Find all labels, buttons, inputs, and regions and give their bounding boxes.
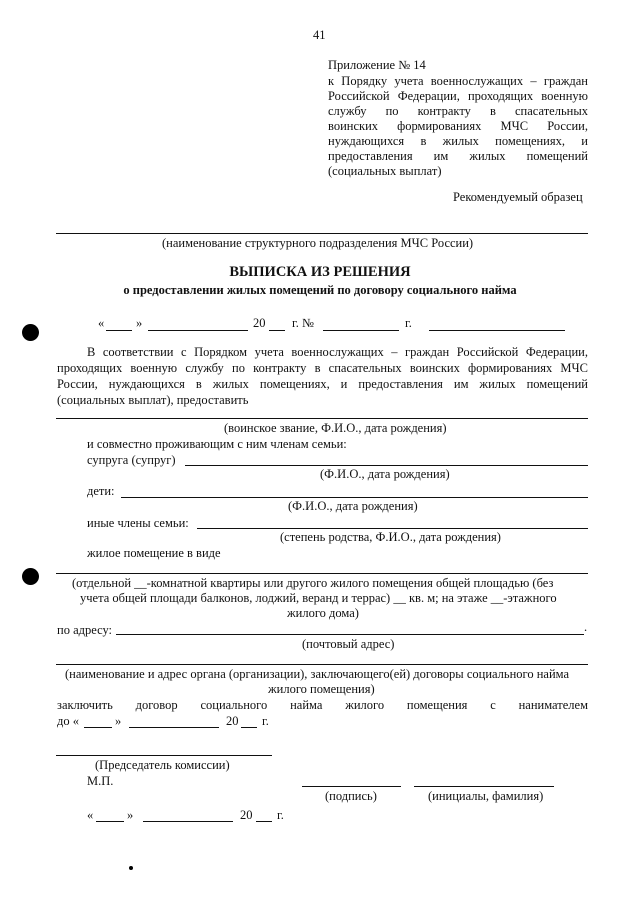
date-year-line bbox=[269, 330, 285, 331]
contract-line: заключить договор социального найма жилого помещения с нанимателем bbox=[57, 698, 588, 712]
subdivision-caption: (наименование структурного подразделения МЧС России) bbox=[162, 236, 474, 250]
appendix-line: (социальных выплат) bbox=[328, 164, 442, 178]
paragraph-line: В соответствии с Порядком учета военнослужащих – граждан Российской Федерации, bbox=[87, 345, 588, 359]
punch-hole bbox=[22, 568, 39, 585]
initials-line bbox=[414, 786, 554, 787]
family-intro: и совместно проживающим с ним членам семьи: bbox=[87, 437, 347, 451]
housing-label: жилое помещение в виде bbox=[87, 546, 221, 560]
date-quote-open: « bbox=[98, 316, 105, 330]
date-year: 20 bbox=[253, 316, 266, 330]
date-day-line bbox=[106, 330, 132, 331]
appendix-line: нуждающихся в жилых помещениях, и bbox=[328, 134, 588, 148]
bottom-date-year-line bbox=[256, 821, 272, 822]
chairman-line bbox=[56, 755, 272, 756]
signature-caption: (подпись) bbox=[325, 789, 377, 803]
place-line bbox=[429, 330, 565, 331]
children-label: дети: bbox=[87, 484, 115, 498]
date-month-line bbox=[148, 330, 248, 331]
spouse-caption: (Ф.И.О., дата рождения) bbox=[320, 467, 450, 481]
appendix-line: к Порядку учета военнослужащих – граждан bbox=[328, 74, 588, 88]
bottom-date-day-line bbox=[96, 821, 124, 822]
punch-hole bbox=[22, 324, 39, 341]
spouse-label: супруга (супруг) bbox=[87, 453, 176, 467]
until-year-line bbox=[241, 727, 257, 728]
paragraph-line: (социальных выплат), предоставить bbox=[57, 393, 249, 407]
document-title: ВЫПИСКА ИЗ РЕШЕНИЯ bbox=[229, 264, 411, 280]
address-caption: (почтовый адрес) bbox=[302, 637, 395, 651]
decision-number-line bbox=[323, 330, 399, 331]
until-g: г. bbox=[262, 714, 269, 728]
organization-caption: жилого помещения) bbox=[268, 682, 375, 696]
appendix-title: Приложение № 14 bbox=[328, 58, 426, 72]
others-caption: (степень родства, Ф.И.О., дата рождения) bbox=[280, 530, 501, 544]
appendix-line: воинских формированиях МЧС России, bbox=[328, 119, 588, 133]
subdivision-line bbox=[56, 233, 588, 234]
rank-caption: (воинское звание, Ф.И.О., дата рождения) bbox=[224, 421, 447, 435]
children-line bbox=[121, 497, 588, 498]
chairman-caption: (Председатель комиссии) bbox=[95, 758, 230, 772]
housing-line bbox=[56, 573, 588, 574]
until-day-line bbox=[84, 727, 112, 728]
until-month-line bbox=[129, 727, 219, 728]
rank-line bbox=[56, 418, 588, 419]
document-subtitle: о предоставлении жилых помещений по договору социального найма bbox=[123, 283, 517, 297]
others-label: иные члены семьи: bbox=[87, 516, 189, 530]
organization-caption: (наименование и адрес органа (организации), заключающего(ей) договоры социального найма bbox=[65, 667, 570, 681]
spouse-line bbox=[185, 465, 588, 466]
others-line bbox=[197, 528, 588, 529]
children-caption: (Ф.И.О., дата рождения) bbox=[288, 499, 418, 513]
ink-speck bbox=[129, 866, 133, 870]
bottom-date-month-line bbox=[143, 821, 233, 822]
bottom-date-year: 20 bbox=[240, 808, 253, 822]
stamp-label: М.П. bbox=[87, 774, 114, 788]
sample-label: Рекомендуемый образец bbox=[453, 190, 583, 204]
appendix-line: предоставления им жилых помещений bbox=[328, 149, 588, 163]
until-quote-close: » bbox=[115, 714, 122, 728]
address-line bbox=[116, 634, 584, 635]
address-end: . bbox=[584, 620, 588, 634]
bottom-date-quote-close: » bbox=[127, 808, 134, 822]
date-year-suffix: г. № bbox=[292, 316, 314, 330]
organization-line bbox=[56, 664, 588, 665]
housing-caption: (отдельной __-комнатной квартиры или другого жилого помещения общей площадью (без bbox=[72, 576, 554, 590]
until-year: 20 bbox=[226, 714, 239, 728]
page-number: 41 bbox=[313, 28, 326, 42]
signature-line bbox=[302, 786, 401, 787]
paragraph-line: проходящих военную службу по контракту в спасательных воинских формированиях МЧС bbox=[57, 361, 588, 375]
paragraph-line: России, нуждающихся в жилых помещениях, и предоставления им жилых помещений bbox=[57, 377, 588, 391]
bottom-date-quote-open: « bbox=[87, 808, 94, 822]
appendix-line: Российской Федерации, проходящих военную bbox=[328, 89, 588, 103]
address-label: по адресу: bbox=[57, 623, 113, 637]
housing-caption: учета общей площади балконов, лоджий, веранд и террас) __ кв. м; на этаже __-этажного bbox=[80, 591, 557, 605]
date-g: г. bbox=[405, 316, 412, 330]
appendix-line: службу по контракту в спасательных bbox=[328, 104, 588, 118]
initials-caption: (инициалы, фамилия) bbox=[428, 789, 544, 803]
housing-caption: жилого дома) bbox=[287, 606, 359, 620]
until-prefix: до « bbox=[57, 714, 79, 728]
date-quote-close: » bbox=[136, 316, 143, 330]
bottom-date-g: г. bbox=[277, 808, 284, 822]
